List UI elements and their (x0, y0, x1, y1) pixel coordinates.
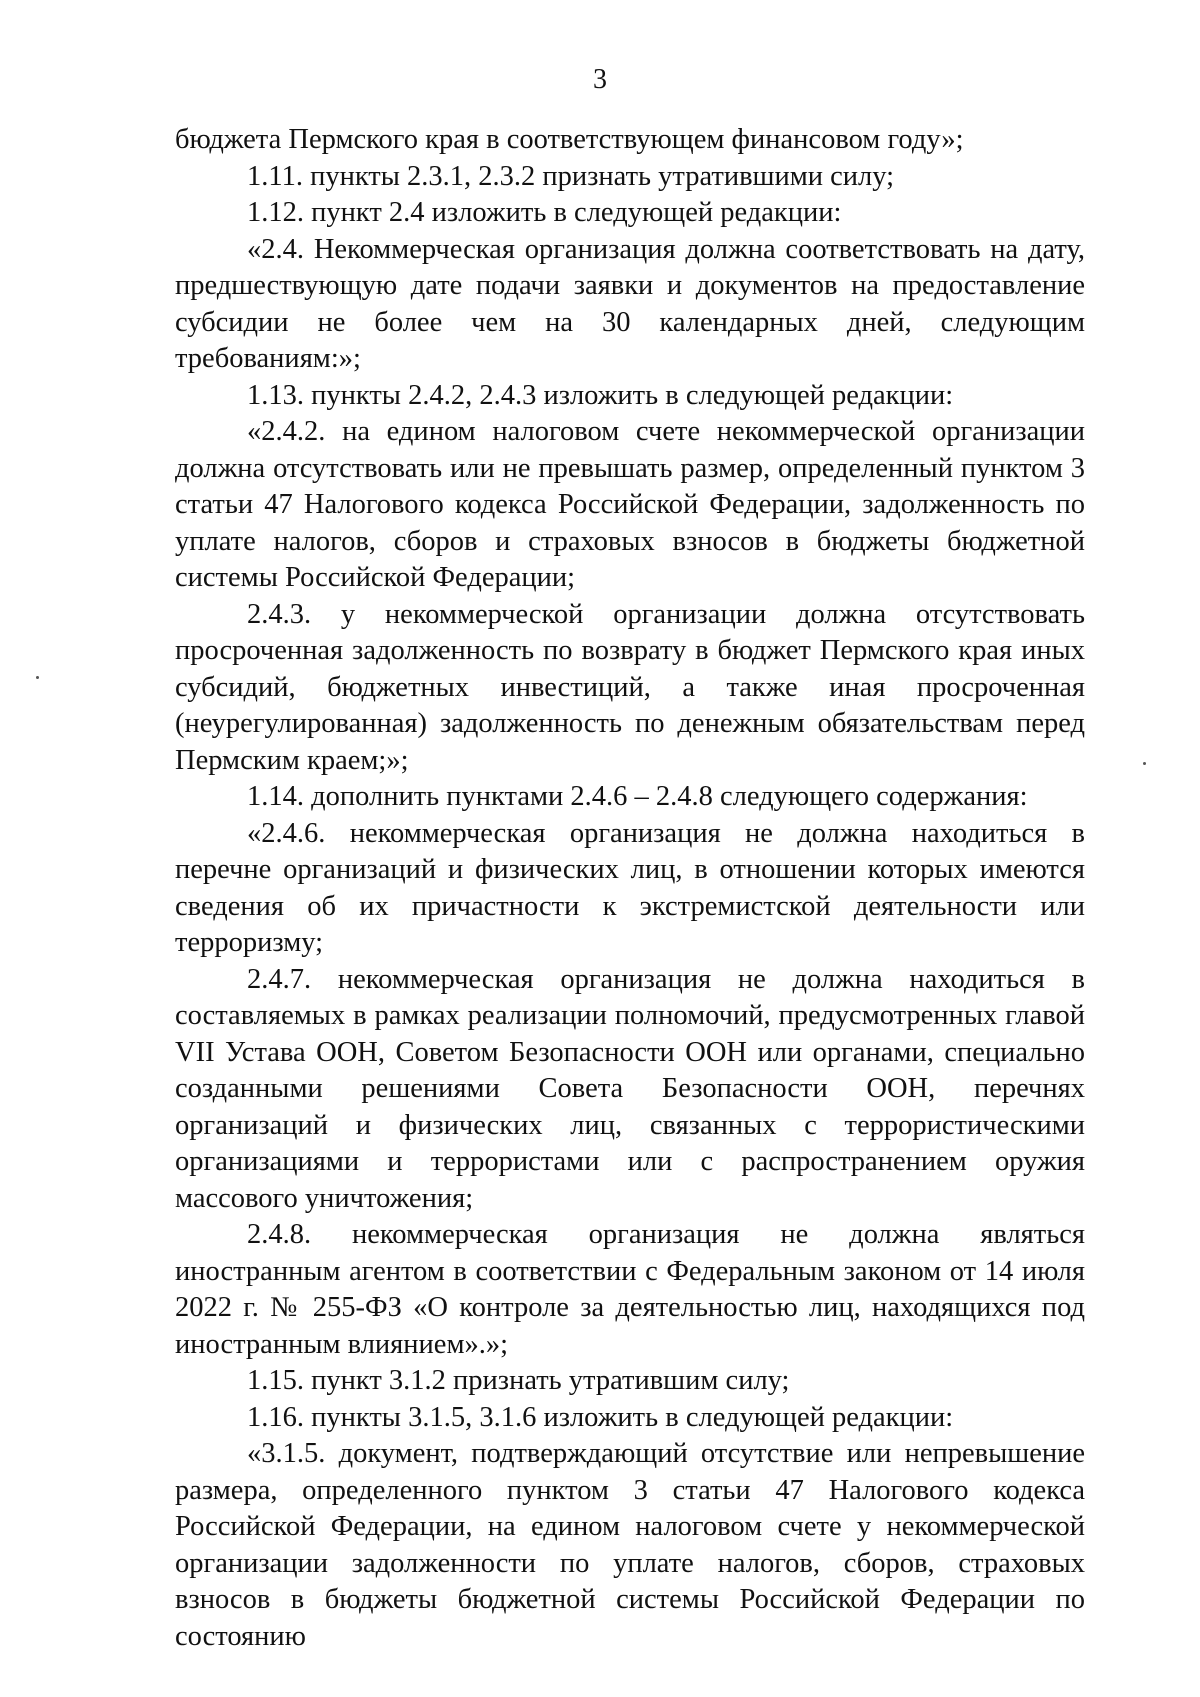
page-number: 3 (593, 64, 607, 95)
paragraph-2-4-8: 2.4.8. некоммерческая организация не должна являться иностранным агентом в соответствии с Федеральным законом от 14 июля 2022 г. № 255-ФЗ «О контроле за деятельностью лиц, находящихся под иностранным влиянием».»; (175, 1219, 1085, 1360)
paragraph-2-4-6: «2.4.6. некоммерческая организация не должна находиться в перечне организаций и физических лиц, в отношении которых имеются сведения об их причастности к экстремистской деятельности или терроризму; (175, 817, 1085, 958)
paragraph-1-12: 1.12. пункт 2.4 изложить в следующей редакции: (247, 197, 842, 228)
document-body (175, 122, 1085, 1655)
paragraph-2-4-7: 2.4.7. некоммерческая организация не должна находиться в составляемых в рамках реализации полномочий, предусмотренных главой VII Устава ООН, Советом Безопасности ООН или органами, специально созданными решениями Совета Безопасности ООН, перечнях организаций и физических лиц, связанных с террористическими организациями и террористами или с распространением оружия массового уничтожения; (175, 963, 1085, 1214)
paragraph-continuation: бюджета Пермского края в соответствующем финансовом году»; (175, 124, 964, 155)
paragraph-1-16: 1.16. пункты 3.1.5, 3.1.6 изложить в следующей редакции: (247, 1401, 954, 1433)
paragraph-1-14: 1.14. дополнить пунктами 2.4.6 – 2.4.8 следующего содержания: (247, 781, 1028, 812)
paragraph-2-4-2: «2.4.2. на едином налоговом счете некоммерческой организации должна отсутствовать или не превышать размер, определенный пунктом 3 статьи 47 Налогового кодекса Российской Федерации, задолженность по уплате налогов, сборов и страховых взносов в бюджеты бюджетной системы Российской Федерации; (175, 416, 1085, 593)
paragraph-1-15: 1.15. пункт 3.1.2 признать утратившим силу; (247, 1365, 790, 1396)
scan-speck (36, 676, 39, 679)
paragraph-2-4: «2.4. Некоммерческая организация должна соответствовать на дату, предшествующую дате подачи заявки и документов на предоставление субсидии не более чем на 30 календарных дней, следующим требованиям:»; (175, 233, 1085, 374)
scan-speck (1143, 762, 1146, 765)
paragraph-2-4-3: 2.4.3. у некоммерческой организации должна отсутствовать просроченная задолженность по возврату в бюджет Пермского края иных субсидий, бюджетных инвестиций, а также иная просроченная (неурегулированная) задолженность по денежным обязательствам перед Пермским краем;»; (175, 598, 1085, 776)
paragraph-1-13: 1.13. пункты 2.4.2, 2.4.3 изложить в следующей редакции: (247, 379, 954, 411)
paragraph-3-1-5: «3.1.5. документ, подтверждающий отсутствие или непревышение размера, определенного пунктом 3 статьи 47 Налогового кодекса Российской Федерации, на едином налоговом счете у некоммерческой организации задолженности по уплате налогов, сборов, страховых взносов в бюджеты бюджетной системы Российской Федерации по состоянию (175, 1438, 1085, 1652)
paragraph-1-11: 1.11. пункты 2.3.1, 2.3.2 признать утратившими силу; (247, 160, 895, 192)
